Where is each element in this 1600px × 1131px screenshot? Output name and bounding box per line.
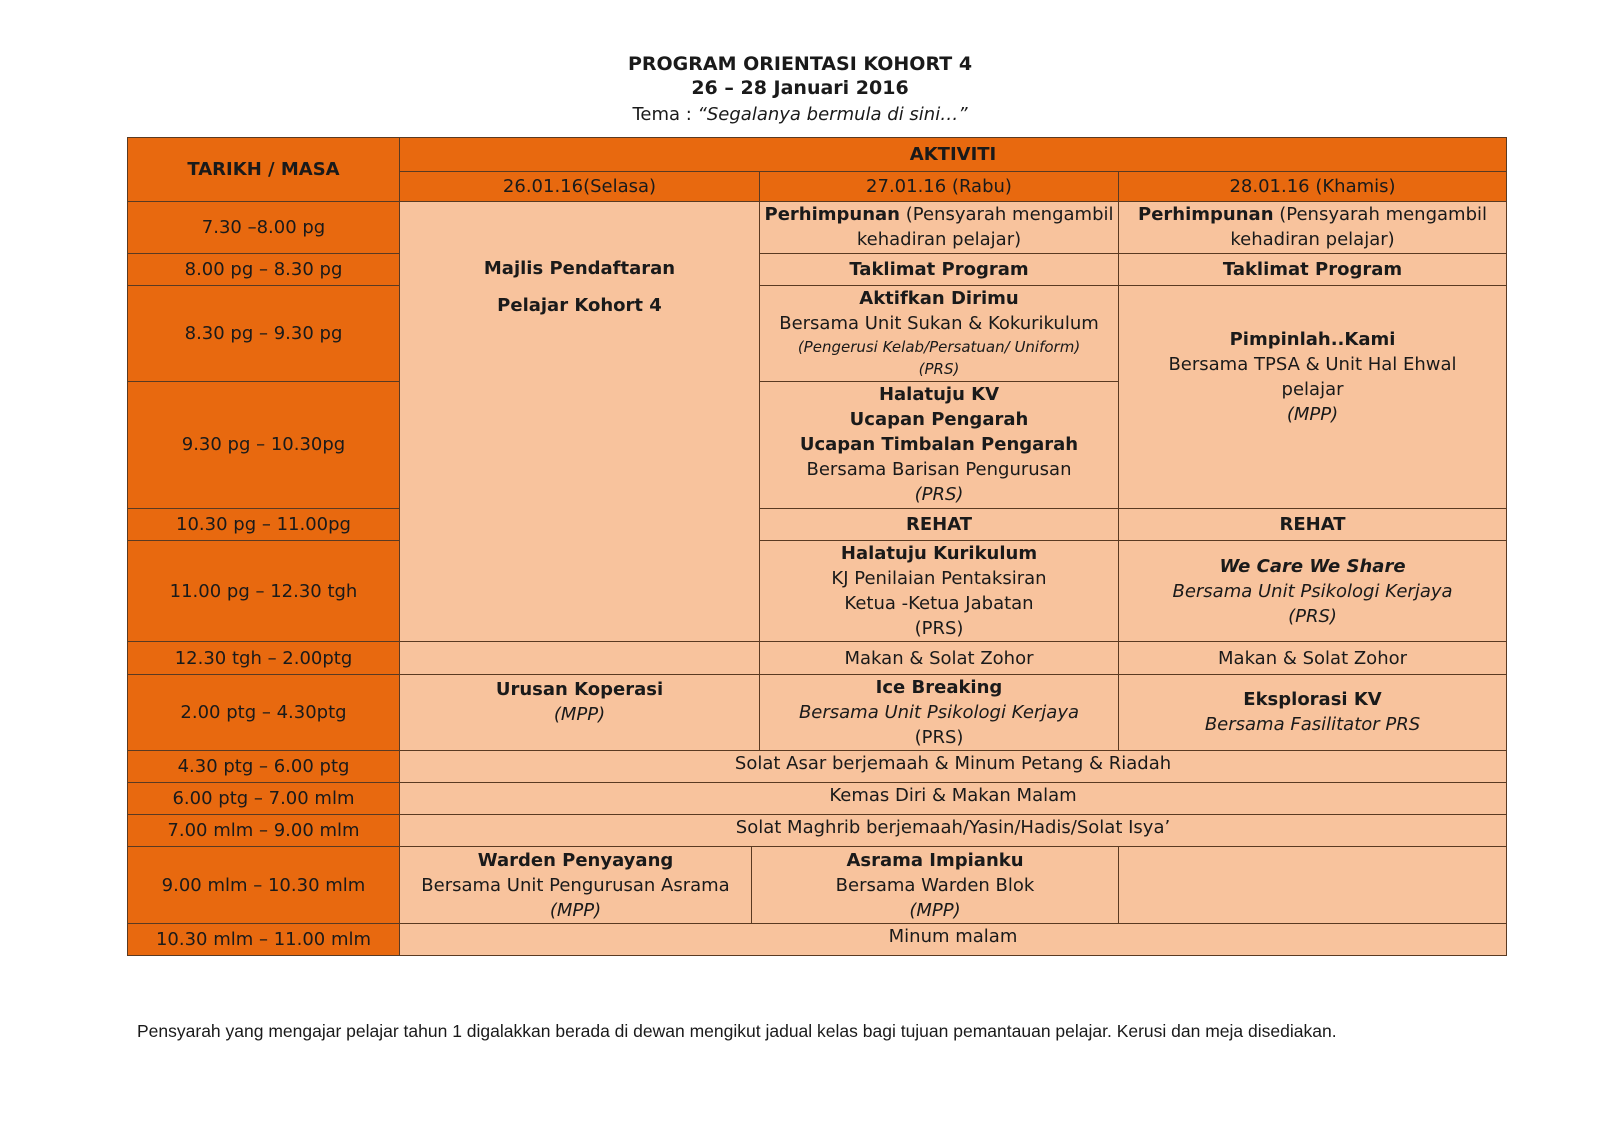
- majlis-line-1: Majlis Pendaftaran: [483, 257, 676, 279]
- kurikulum-note: (PRS): [914, 618, 964, 640]
- kurikulum-cell: [760, 540, 1119, 641]
- perhimpunan-text: (Pensyarah mengambil kehadiran pelajar): [1230, 204, 1488, 251]
- time-cell: 2.00 ptg – 4.30ptg: [128, 674, 400, 750]
- time-cell: 9.30 pg – 10.30pg: [128, 382, 400, 509]
- time-cell: 8.00 pg – 8.30 pg: [128, 253, 400, 285]
- document-title: PROGRAM ORIENTASI KOHORT 4: [627, 53, 973, 75]
- time-cell: 6.00 ptg – 7.00 mlm: [128, 783, 400, 815]
- perhimpunan-text: (Pensyarah mengambil kehadiran pelajar): [856, 204, 1114, 251]
- day-header-1: 26.01.16(Selasa): [400, 172, 760, 202]
- rehat-cell-d2: REHAT: [760, 508, 1119, 540]
- perhimpunan-title: Perhimpunan: [764, 204, 900, 226]
- empty-cell: [400, 642, 760, 674]
- perhimpunan-title: Perhimpunan: [1138, 204, 1274, 226]
- kurikulum-line-2: Ketua -Ketua Jabatan: [844, 593, 1034, 615]
- table-row: [128, 253, 1507, 285]
- aktifkan-sub: (Pengerusi Kelab/Persatuan/ Uniform): [797, 338, 1081, 357]
- schedule-table: [127, 137, 1507, 956]
- asrama-cell: [752, 847, 1119, 923]
- makan-cell-d3: Makan & Solat Zohor: [1119, 642, 1507, 674]
- wecare-note: (PRS): [1288, 605, 1337, 627]
- time-cell: 4.30 ptg – 6.00 ptg: [128, 750, 400, 782]
- pimpin-title: Pimpinlah..Kami: [1229, 328, 1396, 350]
- ice-breaking-cell: [760, 674, 1119, 750]
- aktifkan-note: (PRS): [918, 360, 960, 379]
- day-header-2: 27.01.16 (Rabu): [760, 172, 1119, 202]
- koperasi-title: Urusan Koperasi: [495, 678, 664, 700]
- document-dates: 26 – 28 Januari 2016: [691, 77, 909, 99]
- asrama-note: (MPP): [909, 899, 961, 921]
- time-cell: 9.00 mlm – 10.30 mlm: [128, 847, 400, 923]
- theme-text: “Segalanya bermula di sini…”: [697, 104, 968, 125]
- table-row: [128, 285, 1507, 381]
- time-cell: 7.00 mlm – 9.00 mlm: [128, 815, 400, 847]
- kemas-cell: Kemas Diri & Makan Malam: [400, 783, 1507, 815]
- kurikulum-line-1: KJ Penilaian Pentaksiran: [831, 568, 1047, 590]
- taklimat-cell-d2: Taklimat Program: [760, 253, 1119, 285]
- majlis-pendaftaran-cell: [400, 202, 760, 642]
- ucapan-pengarah: Ucapan Pengarah: [849, 409, 1029, 431]
- kurikulum-title: Halatuju Kurikulum: [840, 543, 1038, 565]
- ice-line: Bersama Unit Psikologi Kerjaya: [798, 701, 1080, 723]
- aktifkan-title: Aktifkan Dirimu: [859, 288, 1019, 310]
- eksplorasi-cell: [1119, 674, 1507, 750]
- ice-title: Ice Breaking: [875, 676, 1003, 698]
- table-row: [128, 508, 1507, 540]
- maghrib-cell: Solat Maghrib berjemaah/Yasin/Hadis/Solat Isya’: [400, 815, 1507, 847]
- halatuju-kv-cell: [760, 382, 1119, 509]
- document-theme: [0, 100, 1600, 130]
- asrama-line: Bersama Warden Blok: [835, 874, 1035, 896]
- table-row: [128, 783, 1507, 815]
- asar-cell: Solat Asar berjemaah & Minum Petang & Riadah: [400, 750, 1507, 782]
- warden-cell: [400, 847, 752, 923]
- col-time-header: TARIKH / MASA: [128, 138, 400, 202]
- footnote: Pensyarah yang mengajar pelajar tahun 1 digalakkan berada di dewan mengikut jadual kelas bagi tujuan pemantauan pelajar. Kerusi dan meja disediakan.: [137, 1021, 1337, 1041]
- time-cell: 7.30 –8.00 pg: [128, 202, 400, 253]
- rehat-cell-d3: REHAT: [1119, 508, 1507, 540]
- empty-cell: [1119, 847, 1507, 923]
- eksplorasi-title: Eksplorasi KV: [1243, 689, 1382, 711]
- aktifkan-line: Bersama Unit Sukan & Kokurikulum: [779, 313, 1099, 335]
- time-cell: 12.30 tgh – 2.00ptg: [128, 642, 400, 674]
- aktifkan-cell: [760, 285, 1119, 381]
- theme-label: Tema :: [632, 104, 698, 125]
- wecare-cell: [1119, 540, 1507, 641]
- wecare-title: We Care We Share: [1219, 555, 1406, 577]
- table-row: [128, 923, 1507, 955]
- warden-line: Bersama Unit Pengurusan Asrama: [421, 874, 730, 896]
- warden-note: (MPP): [549, 899, 602, 921]
- koperasi-cell: [400, 674, 760, 750]
- eksplorasi-line: Bersama Fasilitator PRS: [1204, 714, 1421, 736]
- table-row: [128, 674, 1507, 750]
- perhimpunan-cell-d2: [760, 202, 1119, 253]
- koperasi-note: (MPP): [553, 703, 606, 725]
- pimpin-line: Bersama TPSA & Unit Hal Ehwal pelajar: [1168, 353, 1457, 400]
- pimpin-note: (MPP): [1286, 403, 1339, 425]
- asrama-title: Asrama Impianku: [846, 849, 1024, 871]
- time-cell: 10.30 mlm – 11.00 mlm: [128, 923, 400, 955]
- table-row: [128, 642, 1507, 674]
- table-row: [128, 847, 1507, 923]
- warden-title: Warden Penyayang: [477, 849, 674, 871]
- perhimpunan-cell-d3: [1119, 202, 1507, 253]
- table-row: [128, 815, 1507, 847]
- table-row: [128, 540, 1507, 641]
- col-activity-header: AKTIVITI: [400, 138, 1507, 172]
- time-cell: 11.00 pg – 12.30 tgh: [128, 540, 400, 641]
- time-cell: 8.30 pg – 9.30 pg: [128, 285, 400, 381]
- ice-note: (PRS): [914, 726, 964, 748]
- halatuju-kv: Halatuju KV: [878, 384, 1000, 406]
- document-header: [0, 52, 1600, 130]
- pimpinlah-cell: [1119, 285, 1507, 508]
- minum-malam-cell: Minum malam: [400, 923, 1507, 955]
- ucapan-timbalan: Ucapan Timbalan Pengarah: [799, 434, 1079, 456]
- table-header-row: [128, 138, 1507, 172]
- makan-cell-d2: Makan & Solat Zohor: [760, 642, 1119, 674]
- wecare-line: Bersama Unit Psikologi Kerjaya: [1172, 580, 1453, 602]
- barisan-note: (PRS): [914, 484, 964, 506]
- table-row: [128, 202, 1507, 253]
- table-row: [128, 750, 1507, 782]
- taklimat-cell-d3: Taklimat Program: [1119, 253, 1507, 285]
- majlis-line-2: Pelajar Kohort 4: [497, 294, 662, 316]
- barisan-line: Bersama Barisan Pengurusan: [806, 459, 1072, 481]
- time-cell: 10.30 pg – 11.00pg: [128, 508, 400, 540]
- day-header-3: 28.01.16 (Khamis): [1119, 172, 1507, 202]
